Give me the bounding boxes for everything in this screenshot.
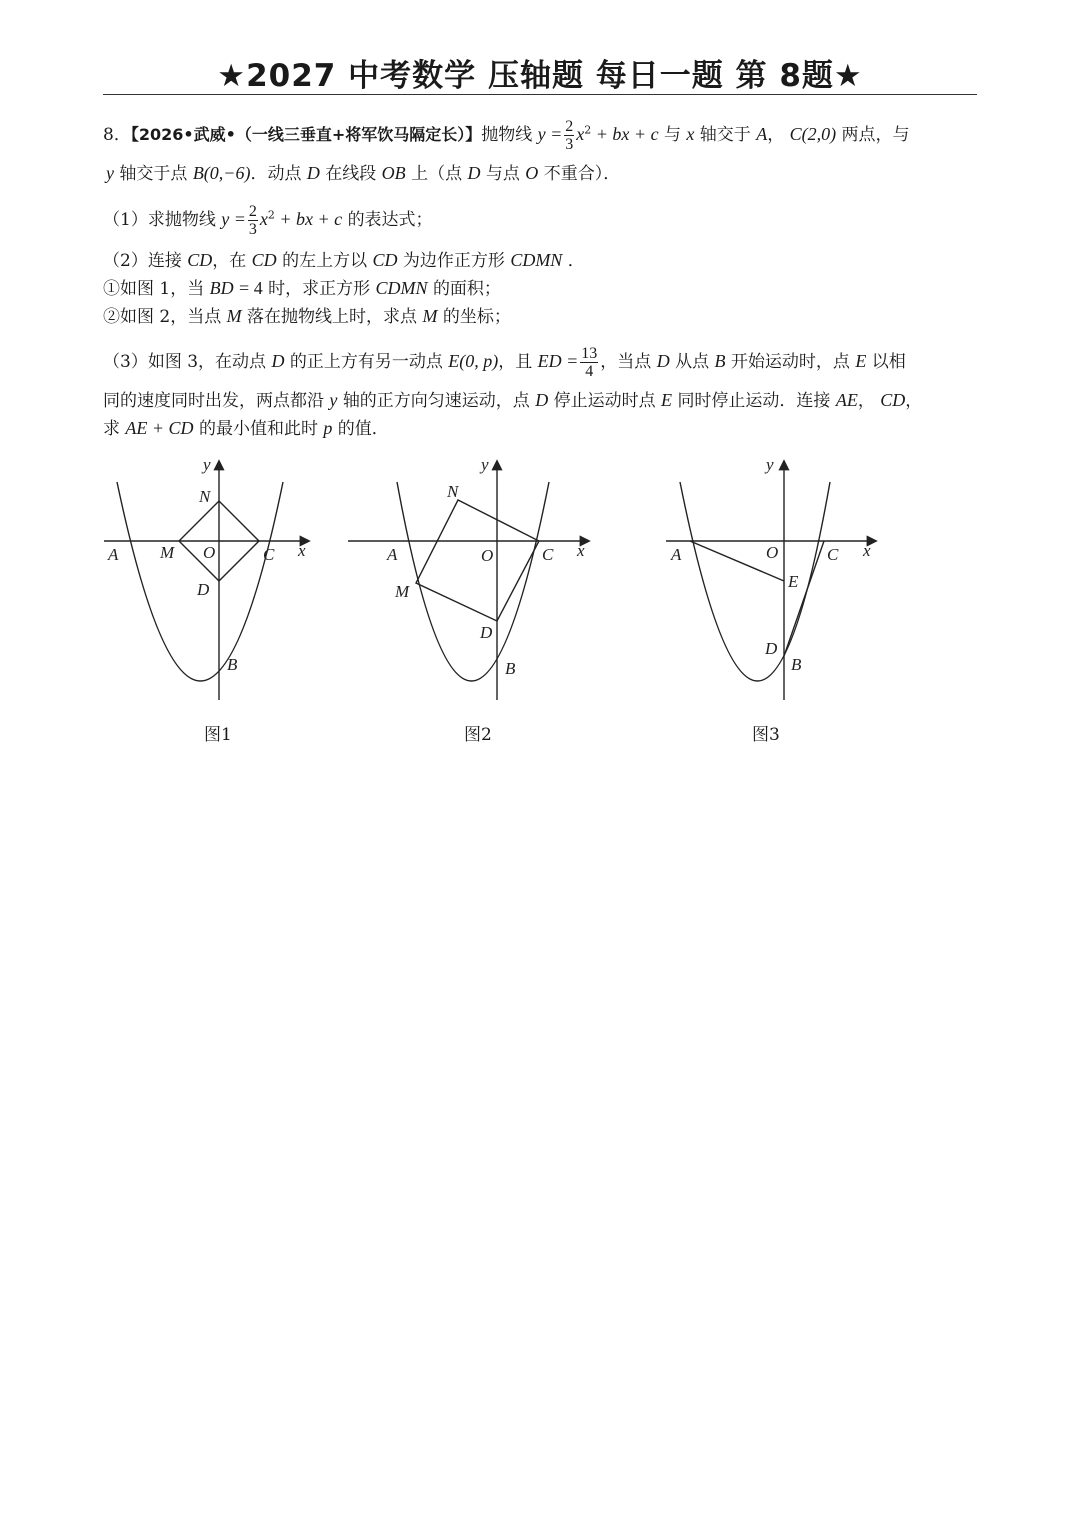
fraction-denominator: 4 (585, 363, 594, 380)
problem-source: 【2026•武威•（一线三垂直+将军饮马隔定长）】 (130, 125, 482, 144)
fig1-label-M: M (160, 543, 175, 562)
text: （1）求抛物线 (103, 210, 216, 230)
text: 以相 (871, 352, 906, 372)
text: ， (767, 125, 785, 145)
math: y = (537, 124, 563, 144)
fig3-label-B: B (791, 655, 802, 674)
exponent: 2 (584, 123, 592, 137)
fig2-label-C: C (542, 545, 554, 564)
text: 两点，与 (841, 125, 910, 145)
text: ， (857, 391, 875, 411)
text: ①如图 1，当 (103, 279, 205, 299)
math: D (535, 390, 549, 410)
figure-3-caption: 图3 (752, 725, 780, 745)
fraction-denominator: 3 (248, 221, 257, 238)
math: B (714, 351, 726, 371)
text: 的表达式； (347, 210, 433, 230)
fig2-label-M: M (395, 582, 410, 601)
math: E(0, p) (448, 351, 499, 371)
math: M (226, 306, 242, 326)
math: CD (372, 250, 398, 270)
text: 的左上方以 (282, 251, 368, 271)
math: ED = (537, 351, 579, 371)
fig3-label-y: y (766, 455, 774, 474)
fig3-label-D: D (765, 639, 778, 658)
fig2-label-B: B (505, 659, 516, 678)
fig1-label-y: y (203, 455, 211, 474)
math: O (525, 163, 539, 183)
text: 的正上方有另一动点 (289, 352, 443, 372)
text: 轴的正方向匀速运动，点 (342, 391, 530, 411)
fig2-parabola (397, 482, 549, 681)
fig3-label-O: O (766, 543, 779, 562)
text: 的最小值和此时 (198, 419, 318, 439)
fig2-label-A: A (387, 545, 398, 564)
text: 轴交于点 (119, 164, 188, 184)
fig3-label-E: E (788, 572, 799, 591)
text: ②如图 2，当点 (103, 307, 222, 327)
text: 为边作正方形 (402, 251, 505, 271)
text: 不重合）． (543, 164, 621, 184)
math: B(0,−6) (192, 163, 251, 183)
page-title: ★2027 中考数学 压轴题 每日一题 第 8题★ (217, 58, 863, 94)
math: D (467, 163, 481, 183)
math: CD (187, 250, 213, 270)
text: 与点 (485, 164, 520, 184)
text: 开始运动时，点 (730, 352, 850, 372)
fig3-label-x: x (863, 541, 871, 560)
fraction-numerator: 2 (248, 203, 257, 220)
fig2-label-x: x (577, 541, 585, 560)
fraction-denominator: 3 (565, 136, 574, 153)
text: 的值． (337, 419, 389, 439)
text: 抛物线 (481, 125, 533, 145)
math: E (855, 351, 867, 371)
math: + bx + c (274, 209, 343, 229)
text: ，当点 (600, 352, 652, 372)
math: p (323, 418, 333, 438)
text: 的面积； (432, 279, 501, 299)
math: C(2,0) (789, 124, 837, 144)
figure-2-caption: 图2 (464, 725, 492, 745)
text: 轴交于 (699, 125, 751, 145)
math: y (329, 390, 338, 410)
math: OB (381, 163, 406, 183)
fig3-label-A: A (671, 545, 682, 564)
fig2-label-O: O (481, 546, 494, 565)
math: x (576, 124, 585, 144)
figure-1-caption: 图1 (204, 725, 232, 745)
math: = 4 (239, 278, 263, 298)
text: 从点 (675, 352, 710, 372)
math: + bx + c (591, 124, 659, 144)
fig1-label-O: O (203, 543, 216, 562)
text: 的坐标； (442, 307, 511, 327)
math: y = (221, 209, 246, 229)
text: ， (905, 391, 923, 411)
math: D (656, 351, 670, 371)
fig1-label-B: B (227, 655, 238, 674)
math: E (661, 390, 673, 410)
math: y (106, 163, 114, 183)
fig3-segment-CD (784, 541, 824, 656)
text: （3）如图 3，在动点 (103, 352, 267, 372)
fig2-label-D: D (480, 623, 493, 642)
text: 求 (103, 419, 120, 439)
math: M (422, 306, 438, 326)
text: 落在抛物线上时，求点 (247, 307, 418, 327)
fig2-label-N: N (447, 482, 459, 501)
math: BD (209, 278, 234, 298)
fig1-label-C: C (263, 545, 275, 564)
fig2-square (416, 500, 539, 621)
fig1-label-x: x (298, 541, 306, 560)
fig1-label-D: D (197, 580, 210, 599)
fig1-label-A: A (108, 545, 119, 564)
exponent: 2 (267, 208, 275, 222)
math: CDMN (375, 278, 428, 298)
text: 在线段 (325, 164, 377, 184)
text: 上（点 (411, 164, 463, 184)
math: A (756, 124, 768, 144)
math: CDMN (510, 250, 563, 270)
math: x (686, 124, 695, 144)
fig2-label-y: y (481, 455, 489, 474)
math: AE (835, 390, 858, 410)
figures-diagram (0, 0, 1080, 760)
text: 时，求正方形 (268, 279, 371, 299)
math: AE + CD (125, 418, 194, 438)
text: 同的速度同时出发，两点都沿 (103, 391, 324, 411)
math: D (306, 163, 320, 183)
text: ．动点 (250, 164, 302, 184)
text: （2）连接 (103, 251, 182, 271)
text: ，且 (498, 352, 533, 372)
text: ． (567, 251, 585, 271)
fig1-label-N: N (199, 487, 211, 506)
math: x (259, 209, 268, 229)
fraction-numerator: 2 (565, 118, 574, 135)
fig3-parabola (680, 482, 830, 681)
fraction-numerator: 13 (581, 345, 598, 362)
math: CD (251, 250, 277, 270)
text: 同时停止运动．连接 (677, 391, 831, 411)
fig3-label-C: C (827, 545, 839, 564)
text: 停止运动时点 (553, 391, 656, 411)
math: D (271, 351, 285, 371)
text: 与 (663, 125, 681, 145)
math: CD (880, 390, 906, 410)
problem-number: 8． (103, 125, 131, 145)
text: ，在 (212, 251, 247, 271)
